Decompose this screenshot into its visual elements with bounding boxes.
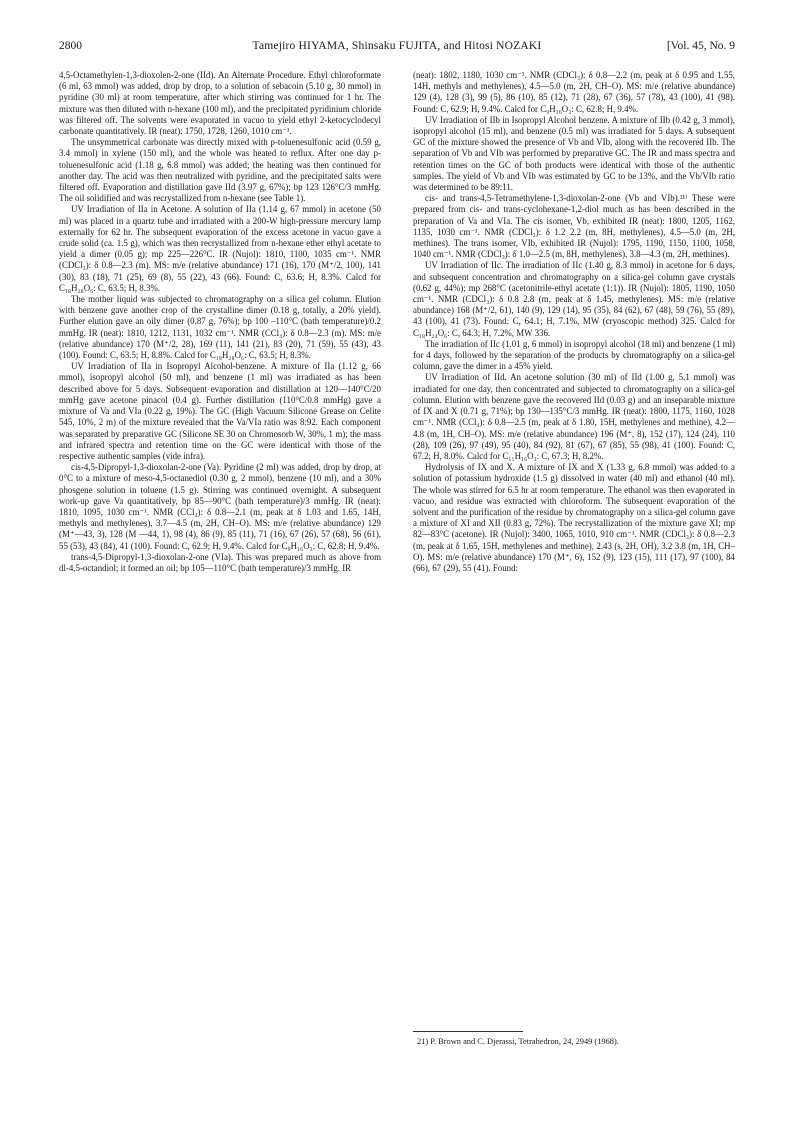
running-header — [59, 40, 735, 60]
paragraph: UV Irradiation of IId. An acetone solution (30 ml) of IId (1.00 g, 5.1 mmol) was irradiated for one day, then concentrated and subjected to chromatography on a silica-gel column. Elution with benzene gave the recovered IId (0.03 g) and an inseparable mixture of IX and X (0.71 g, 71%); bp 130—135°C/3 mmHg. IR (neat): 1800, 1175, 1160, 1028 cm⁻¹. NMR (CCl₄): δ 0.8—2.5 (m, peak at δ 1.80, 15H, methylenes and methine), 4.2—4.8 (m, 1H, CH–O). MS: m/e (relative abundance) 196 (M⁺, 8), 152 (17), 124 (24), 110 (28), 109 (26), 97 (49), 95 (40), 84 (92), 81 (67), 67 (85), 55 (98), 41 (100). Found: C, 67.2; H, 8.0%. Calcd for C₁₁H₁₆O₃: C, 67.3; H, 8.2%. — [413, 372, 735, 461]
paragraph: UV Irradiation of IIa in Acetone. A solution of IIa (1.14 g, 67 mmol) in acetone (50 ml) was placed in a quartz tube and irradiated with a 200-W high-pressure mercury lamp externally for 62 hr. The subsequent evaporation of the excess acetone in vacuo gave a crude solid (ca. 1.5 g), which was then recrystallized from n-hexane ether ethyl acetate to yield a dimer (0.05 g); mp 225—226°C. IR (Nujol): 1810, 1100, 1035 cm⁻¹. NMR (CDCl₃): δ 0.8—2.3 (m). MS: m/e (relative abundance) 171 (16), 170 (M⁺/2, 100), 141 (30), 83 (18), 71 (25), 69 (8), 55 (22), 43 (66). Found: C, 63.6; H, 8.3%. Calcd for C₁₈H₂₈O₆: C, 63.5; H, 8.3%. — [59, 204, 381, 293]
footnote-rule — [413, 1031, 523, 1032]
paragraph: cis-4,5-Dipropyl-1,3-dioxolan-2-one (Va). Pyridine (2 ml) was added, drop by drop, at 0°C to a mixture of meso-4,5-octanediol (0.30 g, 2 mmol), benzene (10 ml), and a 30% phosgene solution in toluene (1.5 g). Stirring was continued overnight. A subsequent work-up gave Va quantitatively, bp 85—90°C (bath temperature)/3 mmHg. IR (neat): 1810, 1095, 1030 cm⁻¹. NMR (CCl₄): δ 0.8—2.1 (m, peak at δ 1.03 and 1.65, 14H, methyls and methylenes), 3.7—4.5 (m, 2H, CH–O). MS: m/e (relative abundance) 129 (M⁺—43, 3), 128 (M —44, 1), 98 (4), 86 (9), 85 (11), 71 (16), 67 (26), 57 (68), 56 (61), 55 (53), 43 (84), 41 (100). Found: C, 62.9; H, 9.4%. Calcd for C₉H₁₆O₃: C, 62.8; H, 9.4%. — [59, 462, 381, 551]
footnote-area — [413, 1031, 735, 1047]
page-number: 2800 — [59, 40, 82, 52]
paragraph: Hydrolysis of IX and X. A mixture of IX and X (1.33 g, 6.8 mmol) was added to a solution of potassium hydroxide (1.5 g) dissolved in water (40 ml) and ethanol (40 ml). The whole was stirred for 6.5 hr at room temperature. The ethanol was then evaporated in vacuo, and residue was extracted with chloroform. The subsequent evaporation of the solvent and the purification of the residue by chromatography on a silica-gel column gave a mixture of XI and XII (0.83 g, 72%). The recrystallization of the mixture gave XI; mp 82—83°C (acetone). IR (Nujol): 3400, 1065, 1010, 910 cm⁻¹. NMR (CDCl₃): δ 0.8—2.3 (m, peak at δ 1.65, 15H, methylenes and methine), 2.43 (s, 2H, OH), 3.2 3.8 (m, 1H, CH–O). MS: m/e (relative abundance) 170 (M⁺, 6), 152 (9), 123 (15), 111 (17), 97 (100), 84 (66), 67 (29), 55 (41). Found: — [413, 462, 735, 573]
paragraph: The irradiation of IIc (1.01 g, 6 mmol) in isopropyl alcohol (18 ml) and benzene (1 ml) for 4 days, followed by the separation of the products by chromatography on a silica-gel column, gave the dimer in a 45% yield. — [413, 338, 735, 372]
paragraph: trans-4,5-Dipropyl-1,3-dioxolan-2-one (VIa). This was prepared much as above from dl-4,5-octandiol; it formed an oil; bp 105—110°C (bath temperature)/3 mmHg. IR — [59, 551, 381, 573]
paragraph: The unsymmetrical carbonate was directly mixed with p-toluenesulfonic acid (0.59 g, 3.4 mmol) in xylene (150 ml), and the whole was heated to reflux. After one day p-toluenesulfonic acid (1.18 g, 6.8 mmol) was added; the heating was then continued for another day. The acid was then neutralized with pyridine, and the precipitated salts were filtered off. Evaporation and distillation gave IId (3.97 g, 67%); bp 123 126°C/3 mmHg. The oil solidified and was recrystallized from n-hexane (see Table 1). — [59, 137, 381, 204]
footnote: 21) P. Brown and C. Djerassi, Tetrahedron, 24, 2949 (1968). — [417, 1037, 619, 1046]
paragraph: (neat): 1802, 1180, 1030 cm⁻¹. NMR (CDCl₃): δ 0.8—2.2 (m, peak at δ 0.95 and 1.55, 14H, methyls and methylenes), 4.5—5.0 (m, 2H, CH–O). MS: m/e (relative abundance) 129 (4), 128 (3), 99 (5), 86 (10), 85 (12), 71 (28), 67 (36), 57 (78), 43 (100), 41 (98). Found: C, 62.9; H, 9.4%. Calcd for C₉H₁₆O₃: C, 62.8; H, 9.4%. — [413, 70, 735, 114]
paragraph: 4,5-Octamethylen-1,3-dioxolen-2-one (IId). An Alternate Procedure. Ethyl chloroformate (6 ml, 63 mmol) was added, drop by drop, to a solution of sebacoin (5.10 g, 30 mmol) in pyridine (30 ml) at room temperature, after which stirring was continued for 1 hr. The mixture was then diluted with n-hexane (100 ml), and the precipitated pyridinium chloride was filtered off. The solvents were evaporated in vacuo to yield ethyl 2-ketocyclodecyl carbonate quantitatively. IR (neat): 1750, 1728, 1260, 1010 cm⁻¹. — [59, 70, 381, 137]
volume-issue: [Vol. 45, No. 9 — [666, 40, 735, 52]
paragraph: UV Irradiation of IIa in Isopropyl Alcohol-benzene. A mixture of IIa (1.12 g, 66 mmol), isopropyl alcohol (50 ml), and benzene (1 ml) was irradiated as has been described above for 5 days. Subsequent evaporation and distillation at 120—140°C/20 mmHg gave acetone pinacol (0.4 g). Further distillation (110°C/0.8 mmHg) gave a mixture of Va and VIa (0.22 g, 19%). The GC (High Vacuum Silicone Grease on Celite 545, 10%, 2 m) of the mixture revealed that the Va/VIa ratio was 8:92. Each component was separated by preparative GC (Silicone SE 30 on Chromosorb W, 30%, 1 m); the mass and infrared spectra and retention time on the GC were identical with those of the respective authentic samples (vide infra). — [59, 361, 381, 461]
paragraph: UV Irradiation of IIb in Isopropyl Alcohol benzene. A mixture of IIb (0.42 g, 3 mmol), isopropyl alcohol (15 ml), and benzene (0.5 ml) was irradiated for 5 days. A subsequent GC of the mixture showed the presence of Vb and VIb, along with the recovered IIb. The separation of Vb and VIb was performed by preparative GC. The IR and mass spectra and retention times on the GC of both products were identical with those of the authentic samples. The yield of Vb and VIb was estimated by GC to be 13%, and the Vb/VIb ratio was determined to be 89:11. — [413, 114, 735, 193]
left-column — [59, 70, 381, 1090]
paragraph: UV Irradiation of IIc. The irradiation of IIc (1.40 g, 8.3 mmol) in acetone for 6 days, and subsequent concentration and chromatography on a silica-gel column gave crystals (0.62 g, 44%); mp 268°C (acetonitrile-ethyl acetate (1:1)). IR (Nujol): 1805, 1190, 1050 cm⁻¹. NMR (CDCl₃): δ 0.8 2.8 (m, peak at δ 1.45, methylenes). MS: m/e (relative abundance) 168 (M⁺/2, 61), 140 (9), 129 (14), 95 (35), 84 (62), 67 (48), 59 (76), 55 (89), 43 (100), 41 (73). Found: C, 64.1; H, 7.1%, MW (cryoscopic method) 325. Calcd for C₁₈H₂₄O₆: C, 64.3; H, 7.2%, MW 336. — [413, 260, 735, 338]
paragraph: cis- and trans-4,5-Tetramethylene-1,3-dioxolan-2-one (Vb and VIb).²¹⁾ These were prepared from cis- and trans-cyclohexane-1,2-diol much as has been described in the preparation of Va and VIa. The cis isomer, Vb, exhibited IR (neat): 1800, 1205, 1162, 1135, 1030 cm⁻¹. NMR (CDCl₃): δ 1.2 2.2 (m, 8H, methylenes), 4.5—5.0 (m, 2H, methines). The trans isomer, VIb, exhibited IR (Nujol): 1795, 1190, 1150, 1100, 1058, 1040 cm⁻¹. NMR (CDCl₃): δ 1.0—2.5 (m, 8H, methylenes), 3.8—4.3 (m, 2H, methines). — [413, 193, 735, 260]
paragraph: The mother liquid was subjected to chromatography on a silica gel column. Elution with benzene gave another crop of the crystalline dimer (0.18 g, totally, a 20% yield). Further elution gave an oily dimer (0.87 g, 76%); bp 100 –110°C (bath temperature)/0.2 mmHg. IR (neat): 1810, 1212, 1131, 1032 cm⁻¹. NMR (CCl₄): δ 0.8—2.3 (m). MS: m/e (relative abundance) 170 (M⁺/2, 28), 169 (11), 141 (21), 83 (20), 71 (59), 55 (43), 43 (100). Found: C, 63.5; H, 8.8%. Calcd for C₁₈H₂₈O₆: C, 63.5; H, 8.3%. — [59, 294, 381, 361]
author-line: Tamejiro HIYAMA, Shinsaku FUJITA, and Hitosi NOZAKI — [252, 40, 542, 52]
right-column — [413, 70, 735, 1090]
